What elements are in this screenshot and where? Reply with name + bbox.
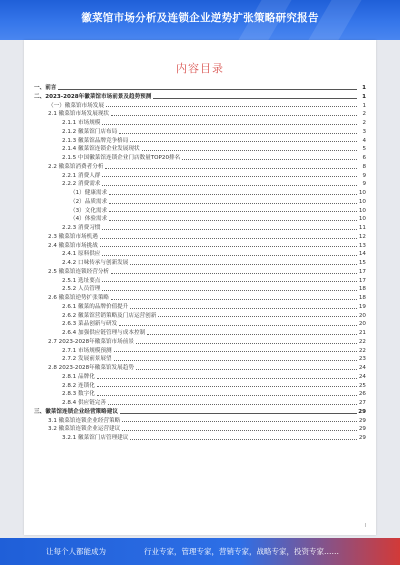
toc-entry[interactable]	[34, 399, 366, 408]
toc-entry-page: 12	[358, 233, 366, 240]
toc-entry-page: 14	[358, 251, 366, 258]
toc-leader	[102, 185, 357, 186]
toc-entry-label: 2.1 徽菜馆市场发展现状	[48, 111, 110, 118]
toc-entry-label: （一）徽菜馆市场发展	[48, 102, 104, 109]
toc-entry-label: 2.2.3 消费习惯	[62, 225, 101, 231]
toc-entry[interactable]	[34, 233, 366, 242]
toc-entry[interactable]	[34, 172, 366, 181]
toc-leader	[102, 124, 357, 125]
toc-entry[interactable]	[34, 84, 366, 93]
toc-entry[interactable]	[34, 102, 366, 111]
toc-leader	[182, 159, 357, 160]
toc-entry-label: （1）健康需求	[70, 190, 108, 196]
toc-leader	[102, 176, 357, 177]
toc-entry[interactable]	[34, 277, 366, 286]
toc-entry-page: 15	[358, 260, 366, 266]
toc-entry-page: 9	[362, 172, 366, 179]
toc-entry-page: 11	[358, 225, 366, 231]
toc-entry[interactable]	[34, 93, 366, 102]
toc-entry-page: 8	[362, 163, 366, 170]
toc-entry-label: 2.4.2 口味传承与创新发展	[62, 260, 129, 266]
toc-entry-label: 三、徽菜馆连锁企业经营策略建议	[34, 408, 118, 415]
toc-entry[interactable]	[34, 250, 366, 259]
toc-entry-page: 24	[358, 365, 366, 371]
toc-leader	[111, 115, 357, 116]
toc-leader	[102, 255, 357, 256]
toc-entry-page: 17	[358, 268, 366, 275]
toc-leader	[130, 439, 357, 440]
report-header	[0, 0, 400, 40]
toc-entry-page: 24	[358, 373, 366, 380]
footer-tagline: 行业专家，管理专家，营销专家，战略专家，投资专家……	[144, 547, 339, 556]
toc-entry[interactable]	[34, 224, 366, 233]
toc-leader	[105, 168, 357, 169]
toc-entry-label: 2.1.4 徽菜馆连锁企业发展现状	[62, 146, 140, 153]
toc-leader	[100, 238, 357, 239]
toc-entry[interactable]	[34, 294, 366, 303]
toc-entry[interactable]	[34, 259, 366, 268]
toc-entry-label: 2.3 徽菜馆市场机遇	[48, 233, 98, 240]
toc-leader	[158, 316, 357, 317]
toc-leader	[97, 395, 357, 396]
toc-entry-page: 10	[358, 190, 366, 196]
toc-leader	[114, 351, 357, 352]
toc-entry-label: 2.5.2 人员管理	[62, 286, 101, 293]
toc-entry[interactable]	[34, 268, 366, 277]
toc-entry[interactable]	[34, 180, 366, 189]
toc-entry[interactable]	[34, 303, 366, 312]
toc-entry-label: 2.6.3 菜品创新与研发	[62, 321, 118, 328]
toc-entry-label: （4）体验需求	[70, 216, 108, 223]
toc-leader	[58, 89, 357, 90]
toc-entry-label: 2.1.1 市场规模	[62, 120, 101, 126]
toc-entry-label: 2.7.1 市场规模预测	[62, 347, 112, 354]
toc-leader	[97, 378, 357, 379]
toc-leader	[109, 194, 357, 195]
toc-entry-label: 2.1.3 徽菜馆品牌竞争格局	[62, 137, 129, 144]
toc-entry-label: 2.5.1 选址要点	[62, 277, 101, 284]
toc-entry[interactable]	[34, 242, 366, 251]
toc-entry[interactable]	[34, 128, 366, 137]
toc-entry-page: 6	[362, 155, 366, 161]
toc-leader	[122, 421, 357, 422]
toc-entry-page: 2	[362, 111, 366, 118]
toc-entry-label: 2.4 徽菜馆市场挑战	[48, 242, 98, 249]
toc-entry-page: 10	[358, 207, 366, 214]
toc-entry-label: 3.2.1 徽菜馆门店管理建议	[62, 435, 129, 441]
toc-entry[interactable]	[34, 417, 366, 426]
toc-entry-page: 5	[362, 146, 366, 153]
toc-entry-page: 18	[358, 286, 366, 293]
toc-entry-page: 1	[362, 85, 366, 91]
toc-entry[interactable]	[34, 207, 366, 216]
toc-entry-label: 2.1.2 徽菜馆门店布局	[62, 128, 118, 135]
toc-leader	[102, 290, 357, 291]
toc-entry[interactable]	[34, 312, 366, 321]
toc-leader	[130, 308, 357, 309]
toc-entry-label: （3）文化需求	[70, 207, 108, 214]
toc-entry-label: 一、前言	[34, 85, 57, 91]
toc-entry-label: 2.6 徽菜馆逆势扩张策略	[48, 295, 110, 301]
toc-entry-page: 29	[358, 435, 366, 441]
toc-entry-label: （2）品质需求	[70, 198, 108, 205]
table-of-contents	[34, 84, 366, 443]
toc-entry[interactable]	[34, 338, 366, 347]
toc-entry-page: 29	[358, 417, 366, 424]
toc-entry-label: 2.8.2 连锁化	[62, 382, 95, 389]
toc-entry-page: 10	[358, 216, 366, 223]
toc-entry[interactable]	[34, 364, 366, 373]
toc-entry-label: 2.4.1 原料供应	[62, 251, 101, 258]
toc-entry-page: 19	[358, 303, 366, 310]
toc-entry-label: 2.6.4 加强供应链管理与成本控制	[62, 330, 146, 336]
toc-entry[interactable]	[34, 154, 366, 163]
toc-entry[interactable]	[34, 163, 366, 172]
toc-entry-page: 22	[358, 347, 366, 354]
toc-entry-page: 21	[358, 330, 366, 336]
toc-entry[interactable]	[34, 347, 366, 356]
toc-leader	[119, 133, 357, 134]
toc-entry-label: 2.8.1 品牌化	[62, 373, 95, 380]
toc-entry-label: 2.6.1 徽菜的品牌价值提升	[62, 303, 129, 310]
toc-title: 内容目录	[176, 62, 224, 75]
toc-entry-label: 二、2023-2028年徽菜馆市场前景及趋势预测	[34, 93, 152, 100]
toc-leader	[136, 369, 357, 370]
toc-entry-page: 9	[362, 181, 366, 188]
toc-leader	[153, 98, 357, 99]
toc-leader	[109, 220, 357, 221]
toc-entry[interactable]	[34, 119, 366, 128]
toc-entry[interactable]	[34, 320, 366, 329]
toc-entry[interactable]	[34, 408, 366, 417]
toc-entry[interactable]	[34, 198, 366, 207]
toc-entry-page: 1	[362, 102, 366, 109]
toc-entry-page: 20	[358, 312, 366, 319]
toc-entry-label: 2.8 2023-2028年徽菜馆发展趋势	[48, 365, 134, 371]
toc-entry-page: 25	[358, 382, 366, 389]
toc-entry[interactable]	[34, 145, 366, 154]
toc-entry-label: 2.1.5 中国徽菜馆连锁企业门店数量TOP20排名	[62, 155, 181, 161]
toc-entry[interactable]	[34, 285, 366, 294]
toc-entry-label: 2.6.2 徽菜馆营销策略及门店运营创新	[62, 312, 157, 319]
toc-entry[interactable]	[34, 373, 366, 382]
toc-entry[interactable]	[34, 110, 366, 119]
toc-entry[interactable]	[34, 434, 366, 443]
toc-entry-label: 3.1 徽菜馆连锁企业经营策略	[48, 417, 121, 424]
toc-leader	[111, 273, 357, 274]
toc-leader	[119, 325, 357, 326]
toc-leader	[142, 150, 357, 151]
toc-entry-page: 22	[358, 338, 366, 345]
toc-entry[interactable]	[34, 425, 366, 434]
toc-entry-label: 2.8.3 数字化	[62, 391, 95, 398]
toc-entry[interactable]	[34, 329, 366, 338]
report-title: 徽菜馆市场分析及连锁企业逆势扩张策略研究报告	[81, 12, 319, 24]
toc-entry-page: 23	[358, 356, 366, 363]
toc-entry[interactable]	[34, 137, 366, 146]
toc-entry-page: 17	[358, 277, 366, 284]
toc-leader	[120, 413, 357, 414]
toc-leader	[102, 281, 357, 282]
toc-leader	[102, 229, 357, 230]
toc-entry[interactable]	[34, 382, 366, 391]
toc-entry-label: 2.2 徽菜馆消费者分析	[48, 163, 104, 170]
toc-entry-label: 2.5 徽菜馆连锁经营分析	[48, 268, 110, 275]
toc-entry-page: 1	[362, 93, 366, 100]
toc-leader	[130, 264, 357, 265]
toc-entry-label: 2.8.4 供应链完善	[62, 400, 106, 406]
toc-leader	[109, 211, 357, 212]
toc-entry-page: 2	[362, 120, 366, 126]
toc-entry-label: 2.2.2 消费需求	[62, 181, 101, 188]
page-number: I	[364, 523, 366, 529]
toc-entry-label: 2.2.1 消费人群	[62, 172, 101, 179]
toc-entry-page: 20	[358, 321, 366, 328]
toc-leader	[108, 404, 357, 405]
document-page	[24, 40, 376, 535]
toc-leader	[122, 430, 357, 431]
toc-leader	[136, 343, 357, 344]
toc-entry[interactable]	[34, 355, 366, 364]
toc-leader	[130, 141, 357, 142]
toc-leader	[147, 334, 357, 335]
toc-entry-page: 10	[358, 198, 366, 205]
footer-slogan: 让每个人都能成为	[46, 547, 106, 556]
toc-entry-page: 13	[358, 242, 366, 249]
toc-leader	[111, 299, 357, 300]
toc-entry-page: 26	[358, 391, 366, 398]
toc-entry-page: 4	[362, 137, 366, 144]
toc-leader	[97, 386, 357, 387]
toc-entry-page: 29	[358, 408, 366, 415]
toc-entry[interactable]	[34, 189, 366, 198]
toc-leader	[109, 203, 357, 204]
toc-entry[interactable]	[34, 390, 366, 399]
toc-entry-label: 2.7.2 发展前景展望	[62, 356, 112, 363]
toc-entry-page: 29	[358, 426, 366, 433]
toc-entry-page: 3	[362, 128, 366, 135]
toc-entry-label: 3.2 徽菜馆连锁企业运营建议	[48, 426, 121, 433]
toc-leader	[114, 360, 357, 361]
toc-entry-page: 27	[358, 400, 366, 406]
toc-entry-page: 18	[358, 295, 366, 301]
toc-leader	[100, 246, 357, 247]
toc-leader	[106, 106, 357, 107]
footer-banner	[0, 538, 400, 565]
toc-entry-label: 2.7 2023-2028年徽菜馆市场前景	[48, 338, 134, 345]
toc-entry[interactable]	[34, 215, 366, 224]
